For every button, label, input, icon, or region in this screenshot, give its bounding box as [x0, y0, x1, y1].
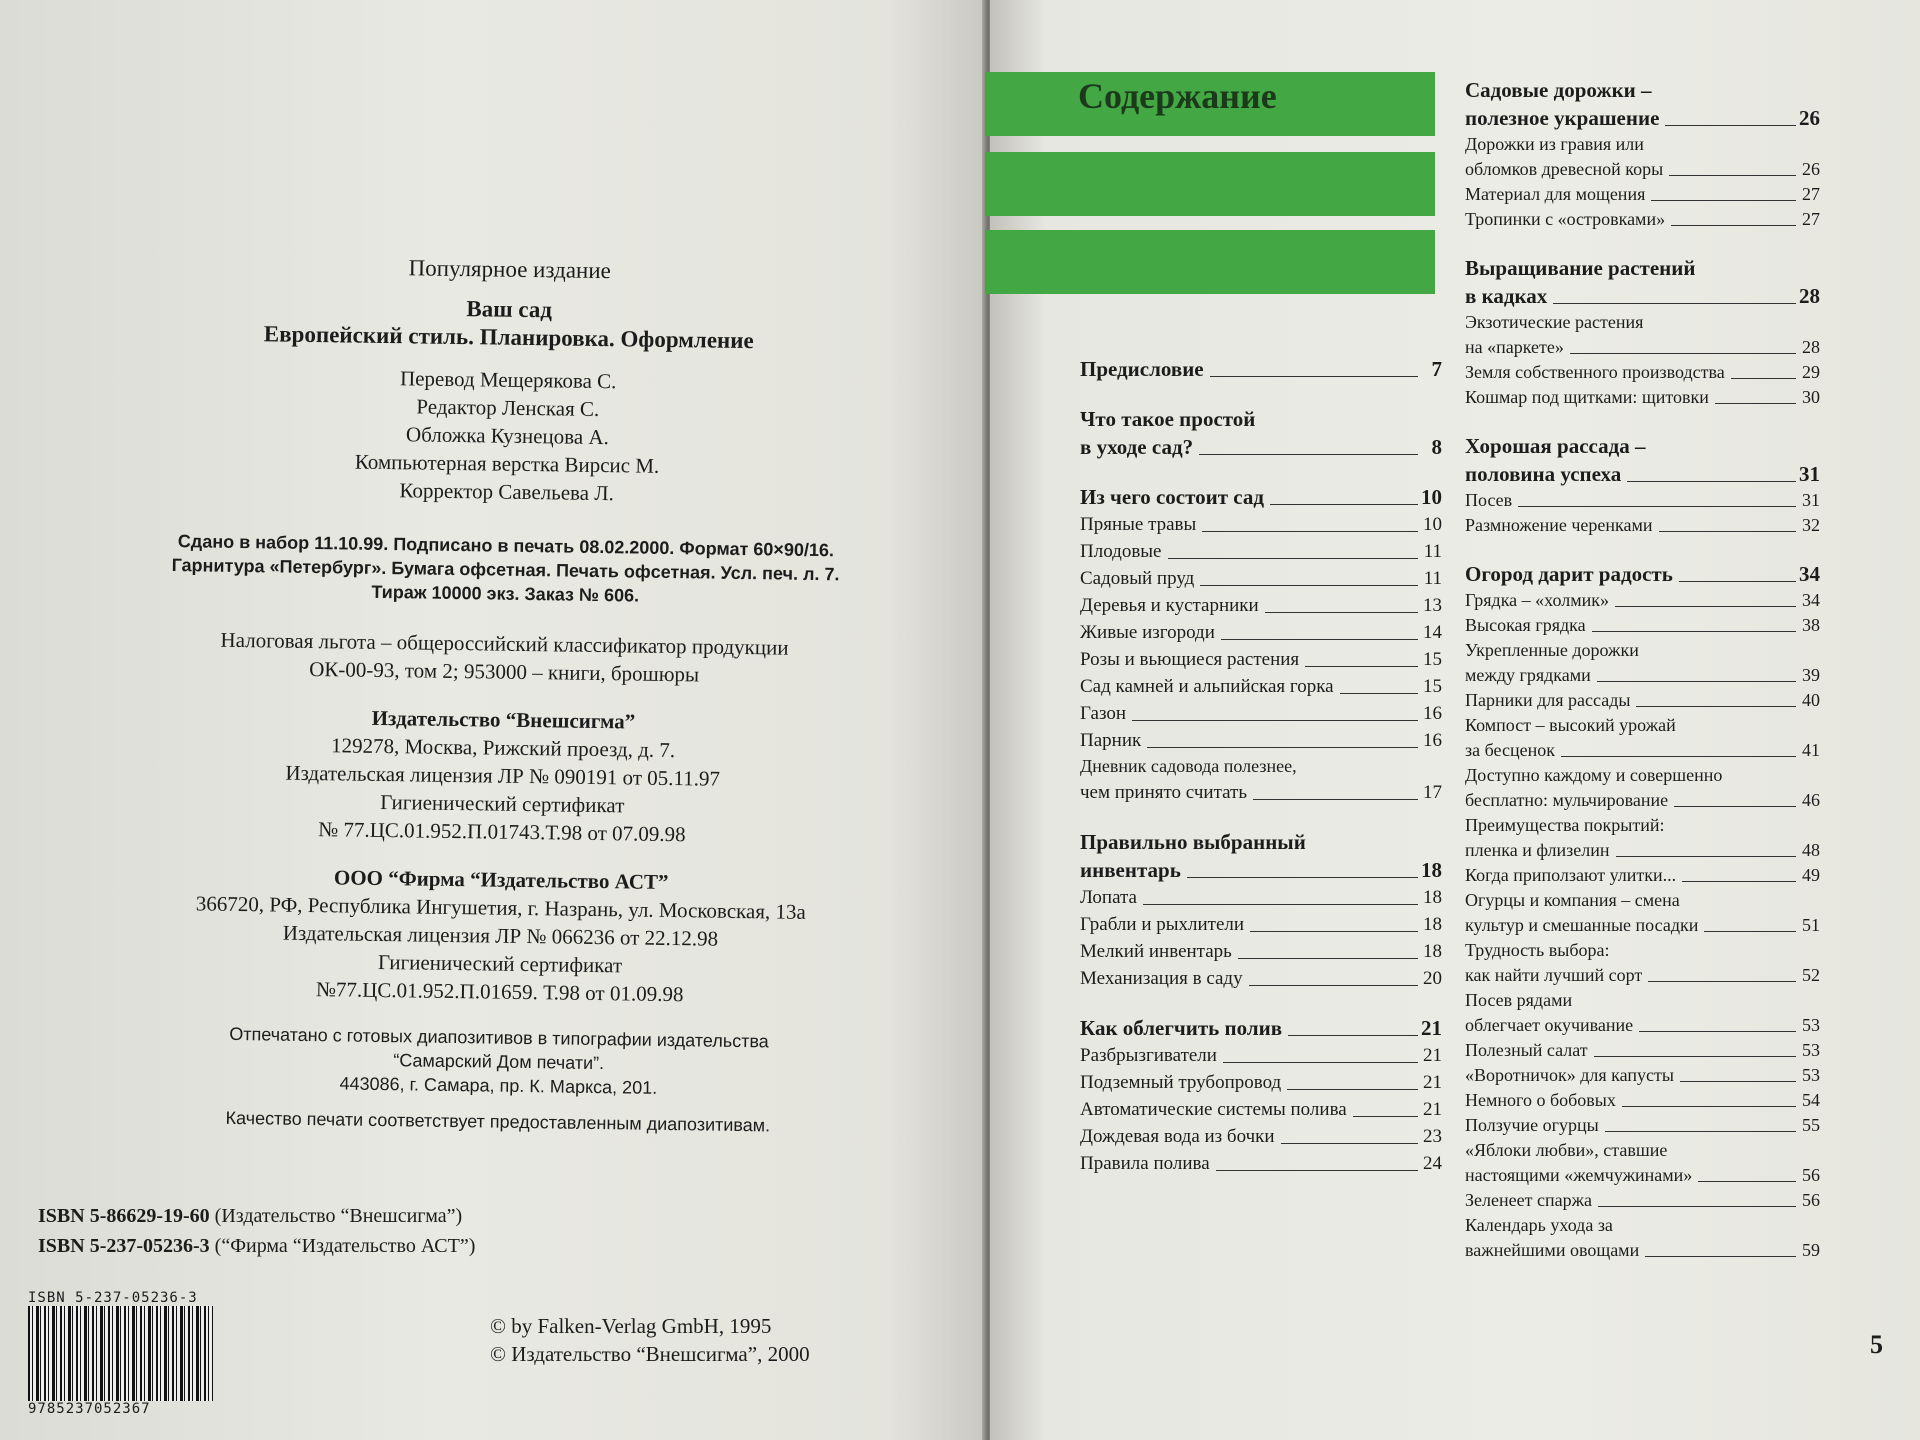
toc-entry-line: Дневник садовода полезнее, [1080, 756, 1297, 776]
isbn-publisher: (“Фирма “Издательство АСТ”) [214, 1235, 476, 1257]
toc-entry-line: Календарь ухода за [1465, 1215, 1613, 1235]
leader-line [1210, 376, 1418, 377]
leader-line [1680, 1081, 1796, 1082]
toc-entry-title: Деревья и кустарники [1080, 595, 1259, 616]
toc-entry [1465, 488, 1820, 513]
toc-entry-title: полезное украшение [1465, 106, 1660, 130]
section-gap [1465, 232, 1820, 254]
isbn-code: ISBN 5-86629-19-60 [38, 1205, 210, 1227]
tax-info-line: Налоговая льгота – общероссийский классификатор продукции [220, 627, 789, 660]
toc-entry-title: бесплатно: мульчирование [1465, 790, 1669, 810]
toc-page-number: 48 [1802, 840, 1820, 860]
publisher1-line: Гигиенический сертификат [380, 789, 625, 818]
leader-line [1216, 1170, 1418, 1171]
leader-line [1250, 931, 1418, 932]
toc-entry-title: Разбрызгиватели [1080, 1045, 1217, 1066]
toc-entry [1465, 588, 1820, 613]
toc-entry-title: Лопата [1080, 887, 1137, 908]
leader-line [1265, 612, 1418, 613]
toc-entry [1080, 565, 1442, 592]
print-info-line: Тираж 10000 экз. Заказ № 606. [371, 581, 640, 606]
toc-entry-title: половина успеха [1465, 462, 1622, 486]
toc-entry [1080, 646, 1442, 673]
toc-page-number: 20 [1423, 968, 1442, 989]
toc-page-number: 21 [1421, 1016, 1442, 1040]
toc-entry-title: Предисловие [1080, 357, 1204, 381]
toc-entry [1465, 1088, 1820, 1113]
credit-line: Корректор Савельева Л. [399, 478, 615, 506]
toc-page-number: 32 [1802, 515, 1820, 535]
toc-entry-title: Автоматические системы полива [1080, 1099, 1347, 1120]
leader-line [1147, 747, 1418, 748]
leader-line [1592, 631, 1796, 632]
toc-entry [1465, 385, 1820, 410]
leader-line [1597, 681, 1796, 682]
toc-entry-title: в уходе сад? [1080, 435, 1194, 459]
leader-line [1704, 931, 1796, 932]
leader-line [1605, 1131, 1796, 1132]
isbn-code: ISBN 5-237-05236-3 [38, 1235, 210, 1257]
toc-page-number: 27 [1802, 184, 1820, 204]
copyright-block [490, 1312, 810, 1368]
leader-line [1281, 1143, 1418, 1144]
section-gap [1080, 992, 1442, 1014]
toc-page-number: 11 [1423, 568, 1442, 589]
toc-entry [1080, 1042, 1442, 1069]
toc-entry-title: Кошмар под щитками: щитовки [1465, 387, 1709, 407]
publisher2-details [90, 888, 911, 1011]
toc-entry [1080, 1069, 1442, 1096]
print-info-line: Сдано в набор 11.10.99. Подписано в печать 08.02.2000. Формат 60×90/16. [177, 531, 835, 561]
leader-line [1715, 403, 1796, 404]
toc-entry-title: Полезный салат [1465, 1040, 1588, 1060]
toc-entry [1080, 1123, 1442, 1150]
toc-page-number: 21 [1423, 1072, 1442, 1093]
print-info [95, 528, 916, 611]
leader-line [1202, 531, 1418, 532]
leader-line [1622, 1106, 1796, 1107]
toc-entry [1465, 688, 1820, 713]
toc-page-number: 53 [1802, 1065, 1820, 1085]
toc-section [1465, 282, 1820, 310]
page-number: 5 [1870, 1330, 1883, 1359]
leader-line [1639, 1031, 1796, 1032]
toc-entry-title: Зеленеет спаржа [1465, 1190, 1592, 1210]
green-band [985, 152, 1435, 216]
toc-page-number: 30 [1802, 387, 1820, 407]
leader-line [1223, 1062, 1418, 1063]
toc-entry-title: Правила полива [1080, 1153, 1210, 1174]
toc-page-number: 18 [1423, 941, 1442, 962]
publisher2-line: №77.ЦС.01.952.П.01659. Т.98 от 01.09.98 [315, 977, 684, 1007]
toc-entry-title: между грядками [1465, 665, 1591, 685]
leader-line [1270, 504, 1418, 505]
toc-section [1465, 460, 1820, 488]
toc-entry [1080, 1150, 1442, 1177]
toc-entry-title: Розы и вьющиеся растения [1080, 649, 1300, 670]
toc-entry-line: Трудность выбора: [1465, 940, 1610, 960]
toc-entry [1465, 788, 1820, 813]
toc-entry [1465, 207, 1820, 232]
leader-line [1238, 958, 1418, 959]
toc-entry [1465, 613, 1820, 638]
toc-page-number: 40 [1802, 690, 1820, 710]
toc-page-number: 39 [1802, 665, 1820, 685]
leader-line [1305, 666, 1418, 667]
toc-page-number: 15 [1423, 649, 1442, 670]
credit-line: Компьютерная верстка Вирсис М. [354, 449, 660, 478]
leader-line [1698, 1181, 1796, 1182]
toc-entry [1465, 1113, 1820, 1138]
toc-entry [1080, 700, 1442, 727]
leader-line [1288, 1035, 1418, 1036]
toc-entry [1080, 538, 1442, 565]
leader-line [1616, 856, 1796, 857]
leader-line [1168, 558, 1419, 559]
leader-line [1132, 720, 1418, 721]
toc-entry-title: Сад камней и альпийская горка [1080, 676, 1334, 697]
toc-page-number: 27 [1802, 209, 1820, 229]
toc-page-number: 56 [1802, 1190, 1820, 1210]
toc-entry-title: Материал для мощения [1465, 184, 1646, 204]
leader-line [1199, 454, 1418, 455]
toc-entry-title: Плодовые [1080, 541, 1162, 562]
leader-line [1287, 1089, 1418, 1090]
leader-line [1665, 125, 1796, 126]
leader-line [1682, 881, 1796, 882]
leader-line [1615, 606, 1796, 607]
toc-title: Содержание [1078, 76, 1277, 116]
toc-page-number: 41 [1802, 740, 1820, 760]
leader-line [1679, 581, 1796, 582]
toc-entry-title: Дождевая вода из бочки [1080, 1126, 1275, 1147]
toc-entry-line: Преимущества покрытий: [1465, 815, 1665, 835]
toc-section [1080, 483, 1442, 511]
toc-entry-title: Грядка – «холмик» [1465, 590, 1609, 610]
toc-page-number: 15 [1423, 676, 1442, 697]
toc-entry-title: пленка и флизелин [1465, 840, 1610, 860]
toc-entry-title: Садовый пруд [1080, 568, 1195, 589]
toc-entry-line: Доступно каждому и совершенно [1465, 765, 1723, 785]
toc-entry [1465, 863, 1820, 888]
print-info-line: Гарнитура «Петербург». Бумага офсетная. Печать офсетная. Усл. печ. л. 7. [171, 555, 840, 585]
credit-line: Перевод Мещерякова С. [399, 366, 617, 394]
toc-entry-title: Огород дарит радость [1465, 562, 1673, 586]
toc-entry-title: Как облегчить полив [1080, 1016, 1283, 1040]
toc-entry-title: Когда приползают улитки... [1465, 865, 1677, 885]
leader-line [1353, 1116, 1418, 1117]
copyright-line: © Издательство “Внешсигма”, 2000 [490, 1342, 810, 1366]
leader-line [1200, 585, 1418, 586]
toc-entry-title: инвентарь [1080, 858, 1181, 882]
barcode [28, 1290, 228, 1417]
toc-page-number: 16 [1423, 703, 1442, 724]
toc-entry-title: на «паркете» [1465, 337, 1564, 357]
leader-line [1253, 799, 1418, 800]
publisher1-details [92, 728, 913, 851]
toc-entry-title: за бесценок [1465, 740, 1555, 760]
leader-line [1553, 303, 1796, 304]
toc-entry-title: как найти лучший сорт [1465, 965, 1643, 985]
toc-entry-line: Дорожки из гравия или [1465, 134, 1644, 154]
book-subtitle: Европейский стиль. Планировка. Оформление [263, 321, 754, 354]
leader-line [1671, 225, 1796, 226]
printing-info [88, 1020, 909, 1103]
toc-entry-title: Мелкий инвентарь [1080, 941, 1232, 962]
toc-entry [1080, 938, 1442, 965]
barcode-isbn: ISBN 5-237-05236-3 [28, 1290, 198, 1306]
toc-page-number: 26 [1802, 159, 1820, 179]
toc-page-number: 46 [1802, 790, 1820, 810]
toc-page-number: 28 [1802, 337, 1820, 357]
isbn-line-2 [38, 1235, 475, 1258]
isbn-publisher: (Издательство “Внешсигма”) [214, 1205, 463, 1227]
toc-entry-title: Пряные травы [1080, 514, 1197, 535]
toc-entry-title: Размножение черенками [1465, 515, 1653, 535]
toc-entry [1080, 965, 1442, 992]
toc-page-number: 18 [1423, 887, 1442, 908]
leader-line [1651, 200, 1796, 201]
isbn-line-1 [38, 1205, 462, 1228]
toc-entry-title: в кадках [1465, 284, 1548, 308]
barcode-bars [28, 1306, 213, 1401]
section-gap [1465, 538, 1820, 560]
toc-entry [1080, 619, 1442, 646]
toc-page-number: 59 [1802, 1240, 1820, 1260]
toc-page-number: 14 [1423, 622, 1442, 643]
toc-section [1080, 1014, 1442, 1042]
toc-entry [1080, 779, 1442, 806]
toc-entry [1465, 1238, 1820, 1263]
toc-entry [1465, 1163, 1820, 1188]
printing-line: Отпечатано с готовых диапозитивов в типографии издательства [229, 1023, 769, 1052]
section-gap [1080, 461, 1442, 483]
leader-line [1221, 639, 1418, 640]
toc-page-number: 13 [1423, 595, 1442, 616]
toc-section [1080, 856, 1442, 884]
leader-line [1627, 481, 1796, 482]
toc-column-2 [1465, 76, 1820, 1263]
toc-entry [1080, 727, 1442, 754]
toc-page-number: 11 [1423, 541, 1442, 562]
credit-line: Редактор Ленская С. [416, 394, 600, 421]
toc-page-number: 8 [1431, 435, 1442, 459]
toc-page-number: 34 [1802, 590, 1820, 610]
toc-entry-title: Механизация в саду [1080, 968, 1243, 989]
toc-entry-title: чем принято считать [1080, 782, 1248, 803]
toc-page-number: 16 [1423, 730, 1442, 751]
toc-entry [1465, 913, 1820, 938]
toc-entry-line: Правильно выбранный [1080, 830, 1306, 854]
book-title: Ваш сад [466, 296, 553, 323]
leader-line [1674, 806, 1796, 807]
toc-entry-title: Из чего состоит сад [1080, 485, 1264, 509]
toc-entry [1080, 511, 1442, 538]
leader-line [1659, 531, 1796, 532]
toc-column-1 [1080, 355, 1442, 1177]
toc-page-number: 31 [1802, 490, 1820, 510]
copyright-line: © by Falken-Verlag GmbH, 1995 [490, 1314, 772, 1338]
toc-entry-line: Экзотические растения [1465, 312, 1644, 332]
section-gap [1465, 410, 1820, 432]
toc-entry [1080, 1096, 1442, 1123]
publisher2-line: Издательская лицензия ЛР № 066236 от 22.12.98 [282, 920, 719, 951]
quality-note: Качество печати соответствует предоставленным диапозитивам. [225, 1107, 771, 1136]
toc-entry [1465, 838, 1820, 863]
leader-line [1340, 693, 1418, 694]
toc-entry-line: Выращивание растений [1465, 256, 1696, 280]
toc-page-number: 52 [1802, 965, 1820, 985]
toc-entry [1080, 884, 1442, 911]
toc-page-number: 56 [1802, 1165, 1820, 1185]
leader-line [1636, 706, 1796, 707]
toc-page-number: 38 [1802, 615, 1820, 635]
toc-entry-line: Укрепленные дорожки [1465, 640, 1639, 660]
toc-page-number: 31 [1799, 462, 1820, 486]
toc-entry [1465, 1013, 1820, 1038]
toc-page-number: 7 [1431, 357, 1442, 381]
toc-page-number: 55 [1802, 1115, 1820, 1135]
toc-entry-title: Земля собственного производства [1465, 362, 1725, 382]
leader-line [1598, 1206, 1796, 1207]
toc-entry-title: Тропинки с «островками» [1465, 209, 1666, 229]
toc-entry [1465, 1188, 1820, 1213]
publisher2-line: 366720, РФ, Республика Ингушетия, г. Назрань, ул. Московская, 13а [195, 891, 806, 924]
toc-entry-title: настоящими «жемчужинами» [1465, 1165, 1693, 1185]
toc-entry-title: Газон [1080, 703, 1127, 724]
imprint-block [88, 250, 920, 1139]
toc-entry-title: Парники для рассады [1465, 690, 1631, 710]
section-gap [1080, 806, 1442, 828]
toc-entry [1465, 157, 1820, 182]
toc-entry-line: Хорошая рассада – [1465, 434, 1646, 458]
toc-page-number: 49 [1802, 865, 1820, 885]
toc-entry [1465, 663, 1820, 688]
publisher1-line: 129278, Москва, Рижский проезд, д. 7. [330, 733, 676, 763]
barcode-number: 9785237052367 [28, 1401, 151, 1417]
toc-entry-title: Грабли и рыхлители [1080, 914, 1245, 935]
toc-page-number: 54 [1802, 1090, 1820, 1110]
toc-entry-title: «Воротничок» для капусты [1465, 1065, 1674, 1085]
leader-line [1518, 506, 1796, 507]
publisher1-line: № 77.ЦС.01.952.П.01743.Т.98 от 07.09.98 [318, 817, 686, 847]
publisher2-line: Гигиенический сертификат [377, 949, 623, 978]
toc-entry [1465, 182, 1820, 207]
toc-entry [1080, 673, 1442, 700]
toc-entry-title: Подземный трубопровод [1080, 1072, 1282, 1093]
leader-line [1669, 175, 1796, 176]
toc-page-number: 34 [1799, 562, 1820, 586]
toc-entry-line: Посев рядами [1465, 990, 1573, 1010]
toc-entry [1465, 1038, 1820, 1063]
toc-entry-title: Немного о бобовых [1465, 1090, 1616, 1110]
toc-page-number: 26 [1799, 106, 1820, 130]
leader-line [1187, 877, 1418, 878]
toc-entry-line: Огурцы и компания – смена [1465, 890, 1680, 910]
green-band [985, 230, 1435, 294]
toc-section [1465, 560, 1820, 588]
toc-section [1080, 355, 1442, 383]
toc-section [1080, 433, 1442, 461]
toc-entry [1465, 1063, 1820, 1088]
toc-entry [1080, 592, 1442, 619]
leader-line [1731, 378, 1796, 379]
toc-entry [1465, 738, 1820, 763]
toc-entry-title: Ползучие огурцы [1465, 1115, 1599, 1135]
toc-page-number: 51 [1802, 915, 1820, 935]
leader-line [1570, 353, 1796, 354]
toc-page-number: 10 [1421, 485, 1442, 509]
toc-entry [1465, 335, 1820, 360]
publisher2-name: ООО “Фирма “Издательство АСТ” [333, 865, 669, 894]
toc-page-number: 21 [1423, 1099, 1442, 1120]
credit-line: Обложка Кузнецова А. [405, 422, 610, 450]
toc-page-number: 29 [1802, 362, 1820, 382]
publisher1-line: Издательская лицензия ЛР № 090191 от 05.11.97 [285, 760, 721, 791]
toc-entry-line: Компост – высокий урожай [1465, 715, 1676, 735]
toc-entry-line: «Яблоки любви», ставшие [1465, 1140, 1668, 1160]
leader-line [1648, 981, 1796, 982]
toc-entry-title: Парник [1080, 730, 1142, 751]
toc-entry [1465, 513, 1820, 538]
toc-entry-title: облегчает окучивание [1465, 1015, 1634, 1035]
toc-entry [1465, 360, 1820, 385]
toc-page-number: 53 [1802, 1040, 1820, 1060]
toc-entry [1080, 911, 1442, 938]
toc-section [1465, 104, 1820, 132]
toc-page-number: 18 [1421, 858, 1442, 882]
toc-entry-title: обломков древесной коры [1465, 159, 1664, 179]
toc-entry [1465, 963, 1820, 988]
toc-page-number: 21 [1423, 1045, 1442, 1066]
toc-entry-title: важнейшими овощами [1465, 1240, 1640, 1260]
printing-line: 443086, г. Самара, пр. К. Маркса, 201. [339, 1073, 658, 1098]
toc-entry-title: культур и смешанные посадки [1465, 915, 1699, 935]
leader-line [1645, 1256, 1796, 1257]
toc-page-number: 53 [1802, 1015, 1820, 1035]
toc-entry-title: Посев [1465, 490, 1513, 510]
leader-line [1143, 904, 1418, 905]
toc-page-number: 17 [1423, 782, 1442, 803]
toc-entry-line: Садовые дорожки – [1465, 78, 1652, 102]
publisher1-name: Издательство “Внешсигма” [371, 705, 636, 734]
toc-page-number: 24 [1423, 1153, 1442, 1174]
tax-info-line: ОК-00-93, том 2; 953000 – книги, брошюры [309, 656, 700, 687]
edition-type: Популярное издание [408, 255, 612, 284]
toc-page-number: 18 [1423, 914, 1442, 935]
toc-entry-line: Что такое простой [1080, 407, 1256, 431]
leader-line [1249, 985, 1418, 986]
toc-page-number: 28 [1799, 284, 1820, 308]
section-gap [1080, 383, 1442, 405]
credits-list [97, 360, 919, 511]
toc-page-number: 10 [1423, 514, 1442, 535]
printing-line: “Самарский Дом печати”. [393, 1050, 605, 1074]
toc-page-number: 23 [1423, 1126, 1442, 1147]
leader-line [1594, 1056, 1796, 1057]
toc-entry-title: Высокая грядка [1465, 615, 1586, 635]
toc-entry-title: Живые изгороди [1080, 622, 1215, 643]
leader-line [1561, 756, 1796, 757]
